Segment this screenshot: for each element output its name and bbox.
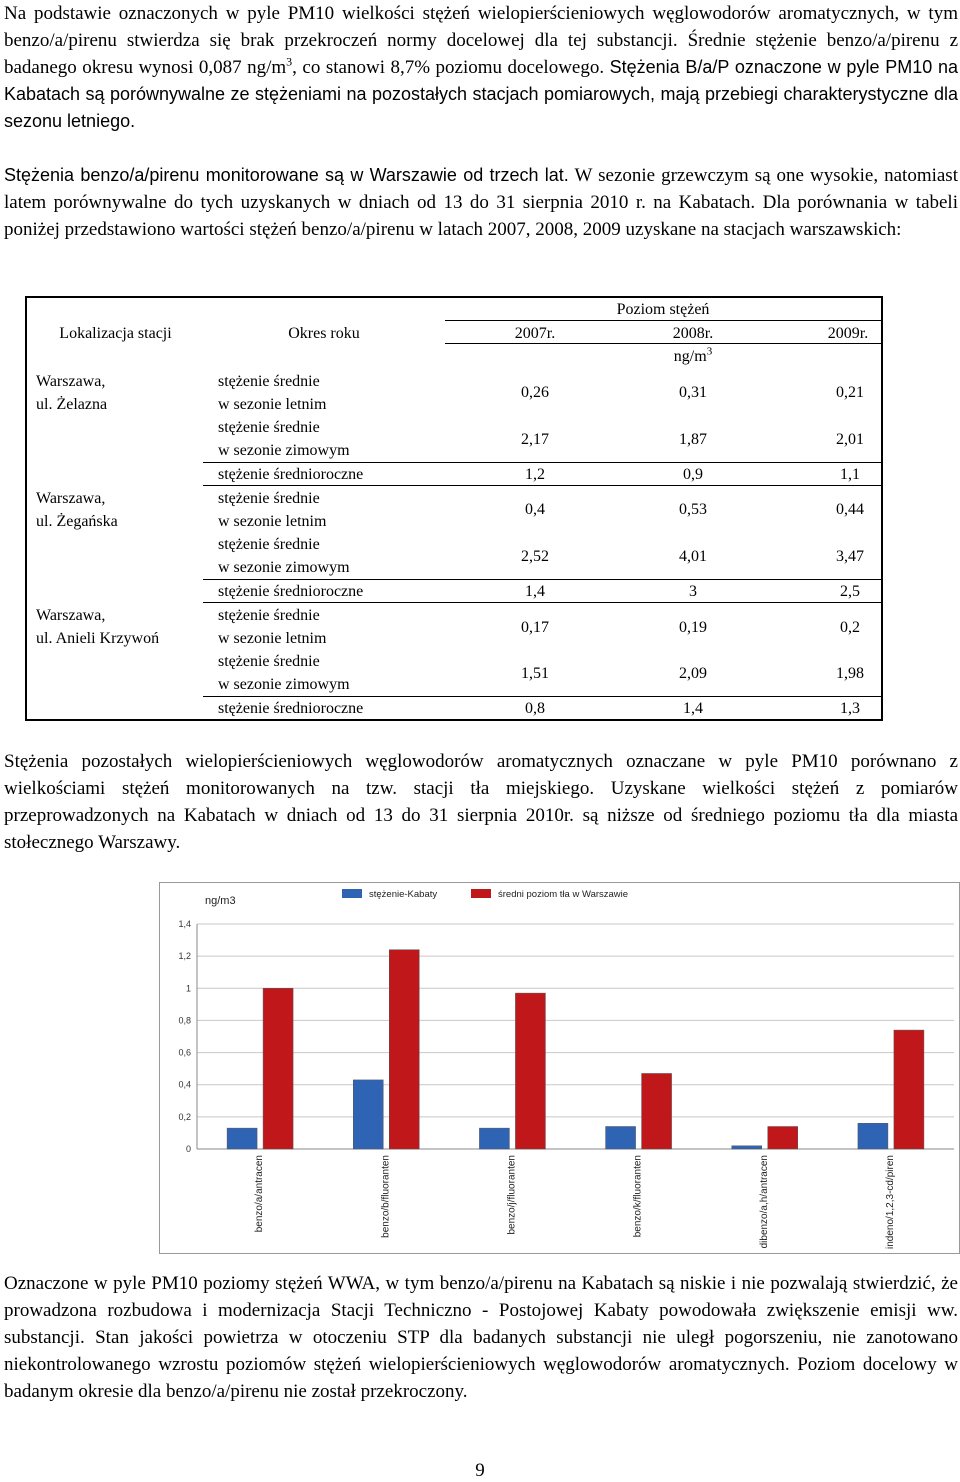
bar xyxy=(732,1146,762,1149)
bar xyxy=(606,1127,636,1150)
history-sans-text: Stężenia benzo/a/pirenu monitorowane są w Warszawie od trzech lat. xyxy=(4,165,569,185)
intro-text: Na podstawie oznaczonych w pyle PM10 wielkości stężeń wielopierścieniowych węglowodorów aromatycznych, w tym benzo/a/pirenu stwierdza się brak przekroczeń normy docelowej dla tej substancji. Średnie stężenie benzo/a/pirenu z badanego okresu wynosi 0,087 ng/m xyxy=(4,3,958,78)
value-cell: 0,26 xyxy=(521,384,549,401)
period-label: stężenie średnie xyxy=(218,536,320,553)
page-number: 9 xyxy=(475,1460,485,1481)
bar xyxy=(894,1030,924,1149)
y-tick-label: 0,6 xyxy=(178,1047,191,1058)
table-header-year: 2008r. xyxy=(672,325,714,342)
legend-label: średni poziom tła w Warszawie xyxy=(498,889,629,900)
period-label: stężenie średnie xyxy=(218,490,320,507)
value-cell: 0,31 xyxy=(679,384,707,401)
y-tick-label: 0 xyxy=(185,1144,191,1154)
bar xyxy=(353,1080,383,1149)
station-name: Warszawa, xyxy=(36,490,106,507)
value-cell: 3,47 xyxy=(836,548,864,565)
station-street: ul. Żegańska xyxy=(36,513,118,530)
legend-swatch xyxy=(342,889,362,898)
value-cell: 2,01 xyxy=(836,431,864,448)
value-cell: 1,2 xyxy=(525,466,545,483)
value-cell: 0,53 xyxy=(679,501,707,518)
period-label: w sezonie zimowym xyxy=(218,442,350,459)
period-label: w sezonie letnim xyxy=(218,513,327,530)
chart-svg xyxy=(159,882,960,1254)
value-cell: 4,01 xyxy=(679,548,707,565)
bar xyxy=(642,1073,672,1149)
y-tick-label: 1 xyxy=(185,983,191,994)
value-cell: 2,52 xyxy=(521,548,549,565)
value-cell: 1,4 xyxy=(525,583,545,600)
period-label: stężenie średnioroczne xyxy=(218,466,364,483)
comparison-text: Dla porównania w tabeli poniżej przedstawiono wartości stężeń benzo/a/pirenu w latach 2007, 2008, 2009 uzyskane na stacjach warszawskich: xyxy=(4,192,958,240)
value-cell: 2,09 xyxy=(679,665,707,682)
table-header-year: 2009r. xyxy=(827,325,869,342)
period-label: stężenie średnie xyxy=(218,373,320,390)
table-header-level: Poziom stężeń xyxy=(616,301,710,318)
period-label: w sezonie zimowym xyxy=(218,676,350,693)
history-text: W sezonie grzewczym są one wysokie, natomiast latem porównywalne do tych uzyskanych w dniach od 13 do 31 sierpnia 2010 r. na Kabatach. xyxy=(4,165,958,213)
value-cell: 1,3 xyxy=(840,700,860,717)
paragraph-conclusion xyxy=(4,1270,958,1405)
table-border-bottom xyxy=(25,719,883,721)
unit-text: ng/m xyxy=(673,348,707,365)
y-tick-label: 1,4 xyxy=(178,919,191,929)
background-text: Stężenia pozostałych wielopierścieniowych węglowodorów aromatycznych oznaczane w pyle PM10 porównano z wielkościami stężeń monitorowanych na tzw. stacji tła miejskiego. Uzyskane wielkości stężeń z pomiarów przeprowadzonych na Kabatach w dniach od 13 do 31 sierpnia 2010r. są niższe od średniego poziomu tła dla miasta stołecznego Warszawy. xyxy=(4,751,958,853)
value-cell: 1,98 xyxy=(836,665,864,682)
y-tick-label: 0,4 xyxy=(178,1079,191,1090)
legend-swatch xyxy=(471,889,491,898)
value-cell: 1,4 xyxy=(683,700,703,717)
intro-text-cont: , co stanowi 8,7% poziomu docelowego. xyxy=(292,57,605,78)
paragraph-intro xyxy=(4,0,958,135)
period-label: stężenie średnioroczne xyxy=(218,700,364,717)
paragraph-history xyxy=(4,162,958,243)
period-label: stężenie średnie xyxy=(218,419,320,436)
value-cell: 0,9 xyxy=(683,466,703,483)
bar xyxy=(389,950,419,1149)
period-label: stężenie średnioroczne xyxy=(218,583,364,600)
bar xyxy=(768,1127,798,1150)
conclusion-text: Oznaczone w pyle PM10 poziomy stężeń WWA, w tym benzo/a/pirenu na Kabatach są niskie i nie pozwalają stwierdzić, że prowadzona rozbudowa i modernizacja Stacji Techniczno - Postojowej Kabaty powodowała zwiększenie emisji ww. substancji. Stan jakości powietrza w otoczeniu STP dla badanych substancji nie uległ pogorszeniu, nie zanotowano niekontrolowanego wzrostu poziomów stężeń wielopierścieniowych węglowodorów aromatycznych. Poziom docelowy w badanym okresie dla benzo/a/pirenu nie został przekroczony. xyxy=(4,1273,958,1402)
period-label: stężenie średnie xyxy=(218,607,320,624)
table-header-year: 2007r. xyxy=(514,325,556,342)
table-header-unit xyxy=(633,345,753,368)
value-cell: 0,8 xyxy=(525,700,545,717)
unit-superscript: 3 xyxy=(706,345,713,358)
value-cell: 0,2 xyxy=(840,619,860,636)
value-cell: 0,44 xyxy=(836,501,864,518)
value-cell: 1,87 xyxy=(679,431,707,448)
x-tick-label: benzo/b/fluoranten xyxy=(380,1155,392,1238)
bar xyxy=(479,1128,509,1149)
bar xyxy=(263,988,293,1149)
table-header-period: Okres roku xyxy=(288,325,360,342)
pah-bar-chart xyxy=(159,882,960,1254)
unit-superscript: 3 xyxy=(286,54,293,69)
value-cell: 0,21 xyxy=(836,384,864,401)
station-street: ul. Żelazna xyxy=(36,396,108,413)
station-name: Warszawa, xyxy=(36,607,106,624)
x-tick-label: indeno/1,2,3-cd/piren xyxy=(884,1155,896,1249)
period-label: stężenie średnie xyxy=(218,653,320,670)
value-cell: 1,51 xyxy=(521,665,549,682)
period-label: w sezonie letnim xyxy=(218,630,327,647)
value-cell: 2,5 xyxy=(840,583,860,600)
value-cell: 0,19 xyxy=(679,619,707,636)
x-tick-label: dibenzo/a,h/antracen xyxy=(758,1155,770,1249)
x-tick-label: benzo/j/fluoranten xyxy=(506,1155,518,1235)
x-tick-label: benzo/a/antracen xyxy=(254,1155,266,1233)
bar xyxy=(515,993,545,1149)
y-tick-label: 0,8 xyxy=(178,1015,191,1026)
bar xyxy=(858,1123,888,1149)
period-label: w sezonie letnim xyxy=(218,396,327,413)
x-tick-label: benzo/k/fluoranten xyxy=(632,1155,644,1238)
period-label: w sezonie zimowym xyxy=(218,559,350,576)
value-cell: 3 xyxy=(689,583,697,600)
bar xyxy=(227,1128,257,1149)
y-tick-label: 1,2 xyxy=(178,951,191,962)
station-street: ul. Anieli Krzywoń xyxy=(36,630,160,647)
value-cell: 1,1 xyxy=(840,466,860,483)
station-name: Warszawa, xyxy=(36,373,106,390)
table-header-location: Lokalizacja stacji xyxy=(59,325,172,342)
value-cell: 2,17 xyxy=(521,431,549,448)
table-border-left xyxy=(25,296,27,721)
value-cell: 0,17 xyxy=(521,619,549,636)
y-axis-label: ng/m3 xyxy=(205,895,236,907)
paragraph-background xyxy=(4,748,958,856)
y-tick-label: 0,2 xyxy=(178,1111,191,1122)
value-cell: 0,4 xyxy=(525,501,545,518)
legend-label: stężenie-Kabaty xyxy=(369,889,438,900)
intro-sans-text: Stężenia B/a/P oznaczone w pyle PM10 na Kabatach są porównywalne ze stężeniami na pozostałych stacjach pomiarowych, mają przebiegi charakterystyczne dla sezonu letniego. xyxy=(4,57,959,131)
